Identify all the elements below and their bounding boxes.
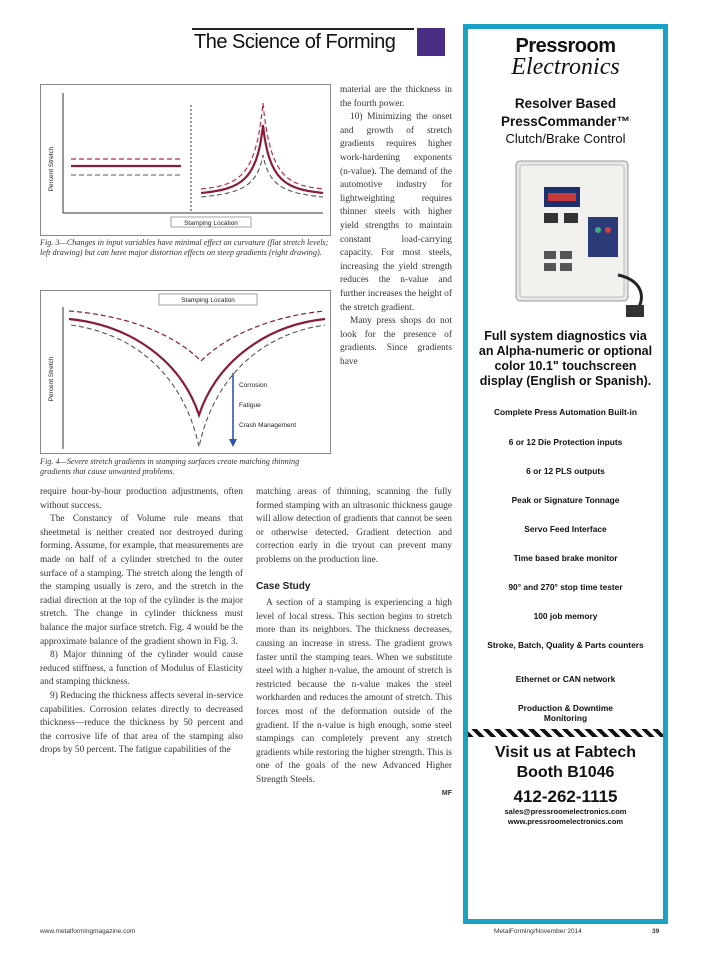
ad-feature: Peak or Signature Tonnage — [511, 495, 620, 505]
fig4-title: Stamping Location — [181, 297, 235, 304]
figure-3 — [40, 84, 331, 236]
ad-headline-3: Clutch/Brake Control — [505, 131, 626, 146]
paragraph: matching areas of thinning, scanning the fully formed stamping with an ultrasonic thickness gauge will allow detection of gradients that cannot be seen or otherwise detected. Gradient detection and correction early in die tryout can prevent many problems on the production line. — [256, 487, 452, 565]
banner-rule — [192, 28, 414, 30]
paragraph: require hour-by-hour production adjustments, often without success. — [40, 487, 243, 511]
ad-headline-2: PressCommander™ — [500, 114, 631, 129]
figure-4 — [40, 290, 331, 454]
fig4-legend-crash: Crash Management — [239, 422, 297, 429]
article-column-left — [40, 486, 243, 758]
paragraph: material are the thickness in the fourth power. — [340, 85, 452, 109]
footer-issue: MetalForming/November 2014 — [494, 928, 582, 935]
case-study-heading: Case Study — [256, 580, 311, 592]
article-column-narrow — [340, 84, 452, 369]
section-banner — [192, 28, 447, 58]
ad-email: sales@pressroomelectronics.com — [504, 807, 627, 816]
ad-feature: Time based brake monitor — [513, 553, 618, 563]
paragraph: 8) Major thinning of the cylinder would cause reduced stiffness, a function of Modulus of Elasticity and stamping thickness. — [40, 650, 243, 688]
end-mark: MF — [441, 790, 452, 798]
advertisement — [463, 24, 668, 924]
ad-feature: 6 or 12 Die Protection inputs — [508, 437, 623, 447]
figure-3-caption: Fig. 3—Changes in input variables have minimal effect on curvature (flat stretch levels; left drawing) but can have major distortion effects on steep gradients (right drawing). — [40, 238, 329, 257]
ad-feature: Production & Downtime Monitoring — [518, 703, 613, 723]
ad-feature: Stroke, Batch, Quality & Parts counters — [487, 640, 644, 650]
ad-visit-fabtech: Visit us at Fabtech Booth B1046 — [494, 744, 637, 781]
paragraph: 10) Minimizing the onset and growth of stretch gradients requires higher work-hardening exponents (n-value). The demand of the automotive industry for lightweighting requires thinner steels with higher yield strengths to maintain constant load-carrying capacity. For most steels, increasing the yield strength reduces the n-value and further increases the height of the stretch gradient. — [340, 112, 452, 313]
ad-feature: 90° and 270° stop time tester — [508, 582, 623, 592]
ad-logo-top: Pressroom — [515, 35, 616, 57]
fig4-legend-fatigue: Fatigue — [239, 402, 261, 409]
ad-feature: 6 or 12 PLS outputs — [526, 466, 605, 476]
fig3-xlabel: Stamping Location — [184, 220, 238, 227]
footer-website: www.metalformingmagazine.com — [40, 928, 136, 935]
fig3-ylabel: Percent Stretch — [48, 146, 55, 192]
ad-feature: Complete Press Automation Built-in — [493, 407, 637, 417]
ad-website: www.pressroomelectronics.com — [507, 817, 624, 826]
banner-title: The Science of Forming — [194, 31, 396, 53]
ad-feature: Ethernet or CAN network — [515, 674, 616, 684]
paragraph: Many press shops do not look for the presence of gradients. Since gradients have — [340, 316, 452, 367]
ad-phone: 412-262-1115 — [513, 787, 618, 806]
footer-page-number: 39 — [652, 928, 660, 935]
paragraph: 9) Reducing the thickness affects several in-service capabilities. Corrosion relates directly to decreased thickness—reduce the thickness by 50 percent and the corrosive life of that area of the stamping also drops by 50 percent. The fatigue capabilities of the — [40, 690, 243, 756]
paragraph: A section of a stamping is experiencing a high level of local stress. This section begins to stretch more than its neighbors. The thickness decreases, causing an increase in stress. The gradient grows faster until the stamping tears. When we substitute steel with a higher n-value, the amount of stretch is restricted because the n-value makes the steel workharden and reduces the amount of stretch. This forces most of the deformation outside of the gradient. If the n-value is high enough, some steel stampings can completely prevent any stretch gradients while restoring the higher strength. This is one of the goals of the new Advanced Higher Strength Steels. — [256, 598, 452, 785]
ad-feature: 100 job memory — [533, 611, 598, 621]
ad-headline-1: Resolver Based — [514, 96, 617, 111]
figure-4-caption: Fig. 4—Severe stretch gradients in stamping surfaces create matching thinning gradients that cause unwanted problems. — [40, 457, 300, 476]
product-image — [468, 155, 663, 323]
ad-feature: Servo Feed Interface — [524, 524, 607, 534]
banner-accent-box — [417, 28, 445, 56]
fig4-legend-corrosion: Corrosion — [239, 382, 268, 389]
ad-divider-stripe — [468, 729, 663, 737]
article-column-right — [256, 486, 452, 801]
fig4-ylabel: Percent Stretch — [48, 356, 55, 402]
ad-diagnostics: Full system diagnostics via an Alpha-numeric or optional color 10.1" touchscreen display (English or Spanish). — [478, 329, 653, 388]
ad-logo-bottom: Electronics — [511, 54, 620, 80]
paragraph: The Constancy of Volume rule means that sheetmetal is neither created nor destroyed during forming. Assume, for example, that measurements are made on half of a cylinder stretched to the outer surface of a stamping. The stretch along the length of the stamping usually is zero, and the stretch in the radial direction at the top of the cylinder is the major stretch. The change in cylinder thickness must balance the major surface stretch. Fig. 4 would be the approximate balance of the gradient shown in Fig. 3. — [40, 514, 243, 647]
